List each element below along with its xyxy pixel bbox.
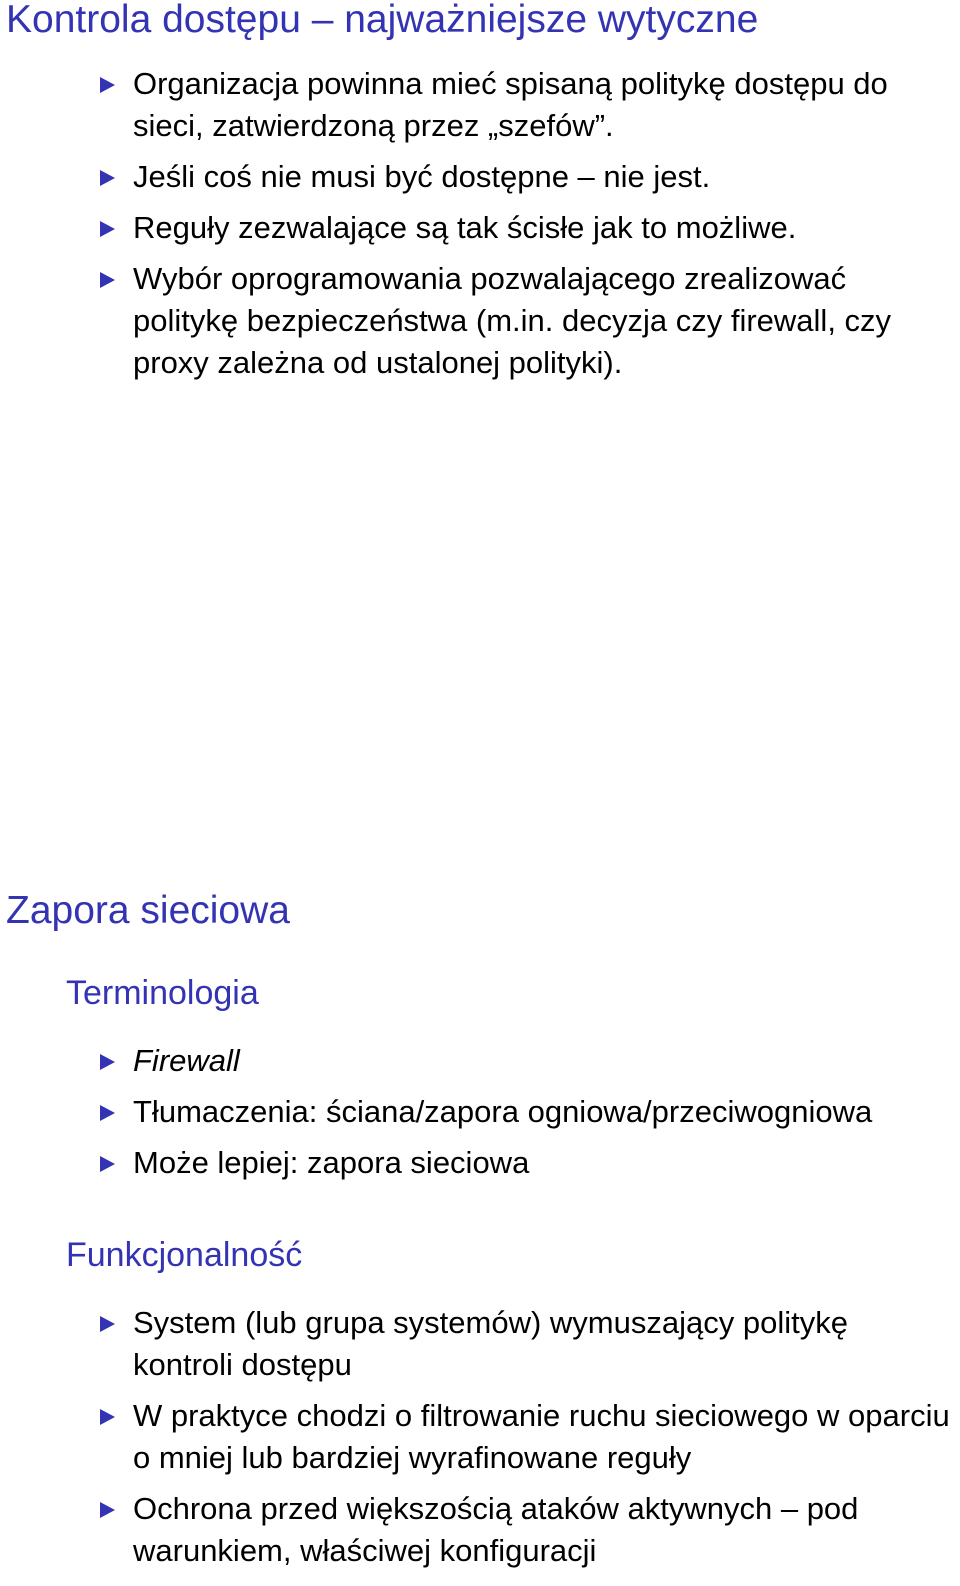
- list-item-text: Tłumaczenia: ściana/zapora ogniowa/przeciwogniowa: [133, 1094, 873, 1129]
- list-item: [0, 1395, 960, 1479]
- block-title-functionality: Funkcjonalność: [66, 1236, 303, 1274]
- slide-title: Zapora sieciowa: [6, 889, 290, 932]
- triangle-bullet-icon: [100, 170, 115, 186]
- list-item: [0, 1142, 960, 1184]
- list-item: [0, 156, 960, 198]
- list-item: [0, 1040, 960, 1082]
- list-item-text: Wybór oprogramowania pozwalającego zrealizować politykę bezpieczeństwa (m.in. decyzja czy firewall, czy proxy zależna od ustalonej polityki).: [133, 261, 892, 380]
- triangle-bullet-icon: [100, 272, 115, 288]
- list-item-text: Firewall: [133, 1043, 240, 1078]
- triangle-bullet-icon: [100, 1502, 115, 1518]
- list-item: [0, 258, 960, 384]
- list-item: [0, 1302, 960, 1386]
- triangle-bullet-icon: [100, 77, 115, 93]
- guidelines-list: [0, 63, 960, 393]
- triangle-bullet-icon: [100, 1409, 115, 1425]
- triangle-bullet-icon: [100, 1054, 115, 1070]
- functionality-list: [0, 1302, 960, 1581]
- list-item-text: System (lub grupa systemów) wymuszający politykę kontroli dostępu: [133, 1305, 848, 1382]
- list-item: [0, 207, 960, 249]
- triangle-bullet-icon: [100, 221, 115, 237]
- block-title-terminology: Terminologia: [66, 974, 259, 1012]
- slide-title: Kontrola dostępu – najważniejsze wytyczne: [6, 0, 759, 41]
- list-item-text: Reguły zezwalające są tak ścisłe jak to możliwe.: [133, 210, 797, 245]
- list-item-text: Ochrona przed większością ataków aktywnych – pod warunkiem, właściwej konfiguracji: [133, 1491, 859, 1568]
- list-item: [0, 63, 960, 147]
- triangle-bullet-icon: [100, 1156, 115, 1172]
- terminology-list: [0, 1040, 960, 1193]
- list-item-text: Organizacja powinna mieć spisaną politykę dostępu do sieci, zatwierdzoną przez „szefów”.: [133, 66, 888, 143]
- list-item-text: W praktyce chodzi o filtrowanie ruchu sieciowego w oparciu o mniej lub bardziej wyrafinowane reguły: [133, 1398, 950, 1475]
- list-item: [0, 1091, 960, 1133]
- triangle-bullet-icon: [100, 1316, 115, 1332]
- list-item-text: Może lepiej: zapora sieciowa: [133, 1145, 530, 1180]
- list-item-text: Jeśli coś nie musi być dostępne – nie jest.: [133, 159, 711, 194]
- triangle-bullet-icon: [100, 1105, 115, 1121]
- list-item: [0, 1488, 960, 1572]
